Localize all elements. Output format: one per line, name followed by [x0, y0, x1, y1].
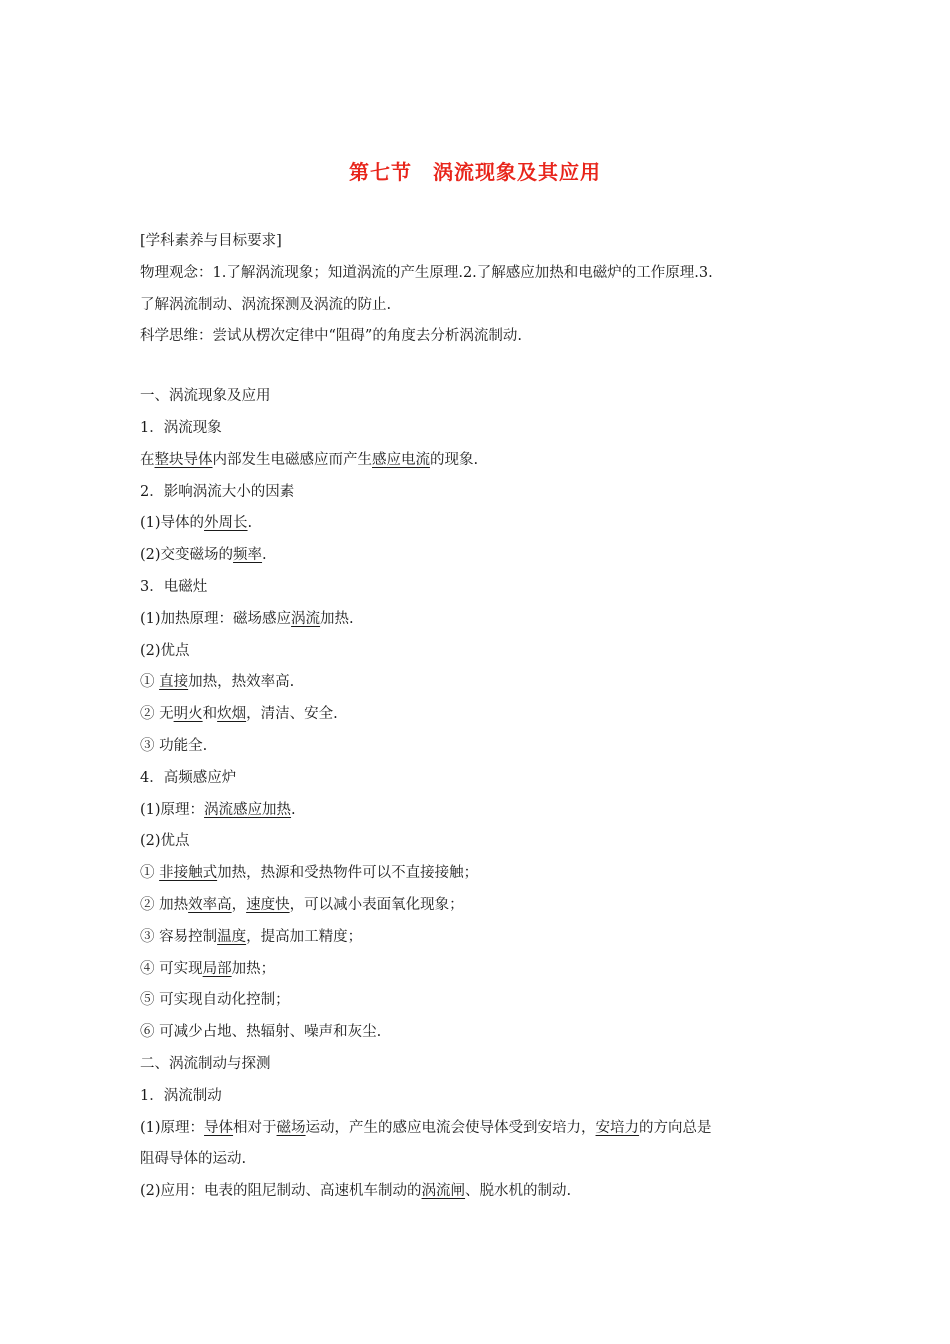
- answer-underline: 涡流闸: [421, 1183, 466, 1200]
- answer-underline: 直接: [159, 674, 189, 691]
- s2-item1-p1: (1)原理：导体相对于磁场运动，产生的感应电流会使导体受到安培力，安培力的方向总是: [140, 1119, 712, 1136]
- s1-item2-title: 2．影响涡流大小的因素: [140, 483, 295, 500]
- s1-item3-p1: (1)加热原理：磁场感应涡流加热.: [140, 610, 354, 627]
- s1-item3-a1: ① 直接加热，热效率高.: [140, 674, 295, 691]
- s1-item4-p2: (2)优点: [140, 833, 190, 850]
- objectives-header: [学科素养与目标要求]: [140, 233, 282, 249]
- s1-item4-a6: ⑥ 可减少占地、热辐射、噪声和灰尘.: [140, 1024, 382, 1041]
- answer-underline: 频率: [233, 547, 263, 564]
- document-body: [140, 226, 812, 1208]
- answer-underline: 效率高: [188, 896, 232, 913]
- answer-underline: 局部: [202, 960, 232, 977]
- answer-underline: 导体: [204, 1119, 234, 1136]
- section2-heading: 二、涡流制动与探测: [140, 1055, 271, 1072]
- s2-item1-p1-cont: 阻碍导体的运动.: [140, 1151, 247, 1168]
- answer-underline: 外周长: [204, 515, 248, 532]
- answer-underline: 非接触式: [159, 865, 218, 882]
- s1-item2-p1: (1)导体的外周长.: [140, 515, 253, 532]
- answer-underline: 安培力: [595, 1119, 640, 1136]
- s1-item4-title: 4．高频感应炉: [140, 769, 237, 786]
- s2-item1-p2: (2)应用：电表的阻尼制动、高速机车制动的涡流闸、脱水机的制动.: [140, 1183, 572, 1200]
- s1-item4-a1: ① 非接触式加热，热源和受热物件可以不直接接触；: [140, 865, 479, 882]
- s1-item4-p1: (1)原理：涡流感应加热.: [140, 801, 296, 818]
- s1-item4-a4: ④ 可实现局部加热；: [140, 960, 276, 977]
- page-title: 第七节 涡流现象及其应用: [349, 160, 601, 184]
- s1-item3-a2: ② 无明火和炊烟，清洁、安全.: [140, 706, 338, 723]
- answer-underline: 速度快: [246, 896, 290, 913]
- answer-underline: 炊烟: [217, 706, 247, 723]
- answer-underline: 整块导体: [154, 451, 213, 468]
- s1-item1-text: 在整块导体内部发生电磁感应而产生感应电流的现象.: [140, 451, 479, 468]
- s1-item3-p2: (2)优点: [140, 642, 190, 659]
- s2-item1-title: 1．涡流制动: [140, 1087, 222, 1104]
- answer-underline: 感应电流: [372, 451, 430, 468]
- answer-underline: 温度: [217, 928, 247, 945]
- physics-concepts-line2: 了解涡流制动、涡流探测及涡流的防止.: [140, 296, 392, 313]
- s1-item4-a5: ⑤ 可实现自动化控制；: [140, 992, 290, 1009]
- science-thinking: 科学思维：尝试从楞次定律中“阻碍”的角度去分析涡流制动.: [140, 328, 522, 345]
- answer-underline: 磁场: [276, 1119, 306, 1136]
- s1-item3-a3: ③ 功能全.: [140, 737, 208, 754]
- answer-underline: 明火: [173, 706, 203, 723]
- answer-underline: 涡流: [291, 610, 321, 627]
- section1-heading: 一、涡流现象及应用: [140, 388, 271, 405]
- s1-item2-p2: (2)交变磁场的频率.: [140, 547, 267, 564]
- s1-item4-a3: ③ 容易控制温度，提高加工精度；: [140, 928, 363, 945]
- physics-concepts-line1: 物理观念：1.了解涡流现象；知道涡流的产生原理.2.了解感应加热和电磁炉的工作原理.3.: [140, 264, 713, 281]
- s1-item1-title: 1．涡流现象: [140, 419, 222, 436]
- s1-item3-title: 3．电磁灶: [140, 578, 208, 595]
- s1-item4-a2: ② 加热效率高，速度快，可以减小表面氧化现象；: [140, 896, 464, 913]
- answer-underline: 涡流感应加热: [204, 801, 292, 818]
